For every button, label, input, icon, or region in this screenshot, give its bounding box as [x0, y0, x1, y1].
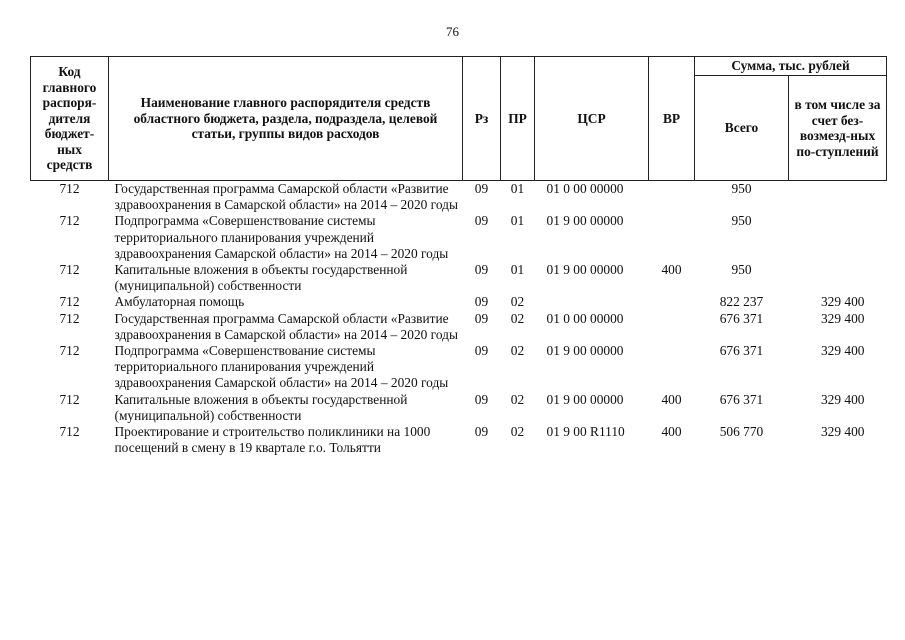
cell-name: Капитальные вложения в объекты государственной (муниципальной) собственности — [114, 391, 408, 423]
cell-total: 506 770 — [719, 424, 764, 440]
table-row — [31, 424, 887, 456]
cell-pr: 02 — [510, 294, 525, 310]
cell-name: Амбулаторная помощь — [114, 294, 245, 310]
table-header — [31, 57, 887, 181]
cell-rz: 09 — [474, 343, 489, 359]
cell-pr: 02 — [510, 343, 525, 359]
cell-vr — [649, 311, 695, 343]
cell-name: Государственная программа Самарской области «Развитие здравоохранения в Самарской области» на 2014 – 2020 годы — [114, 181, 458, 213]
cell-csr: 01 0 00 00000 — [546, 181, 624, 196]
cell-rz: 09 — [474, 391, 489, 407]
cell-pr: 01 — [510, 213, 525, 229]
cell-rz: 09 — [474, 294, 489, 310]
header-pr: ПР — [501, 57, 535, 181]
table-row — [31, 343, 887, 392]
cell-including-grants: 329 400 — [820, 310, 865, 326]
cell-pr: 01 — [510, 181, 525, 196]
header-csr: ЦСР — [535, 57, 649, 181]
cell-vr — [649, 343, 695, 392]
table-row — [31, 262, 887, 294]
table-row — [31, 181, 887, 214]
cell-rz: 09 — [474, 424, 489, 440]
table-row — [31, 311, 887, 343]
table-row — [31, 213, 887, 262]
cell-vr — [649, 213, 695, 262]
table-row — [31, 392, 887, 424]
cell-code: 712 — [59, 262, 80, 278]
cell-total: 822 237 — [719, 294, 764, 310]
cell-total: 676 371 — [719, 310, 764, 326]
cell-total: 676 371 — [719, 343, 764, 359]
cell-code: 712 — [59, 294, 80, 310]
cell-pr: 01 — [510, 262, 525, 278]
cell-csr: 01 9 00 R1110 — [546, 424, 625, 440]
cell-including-grants — [789, 262, 887, 294]
cell-vr: 400 — [661, 391, 682, 407]
cell-vr: 400 — [661, 424, 682, 440]
cell-vr — [649, 181, 695, 214]
cell-csr: 01 0 00 00000 — [546, 310, 624, 326]
header-code: Код главного распоря-дителя бюджет-ных средств — [31, 57, 109, 181]
cell-code: 712 — [59, 343, 80, 359]
header-total: Всего — [695, 76, 789, 181]
cell-name: Государственная программа Самарской области «Развитие здравоохранения в Самарской области» на 2014 – 2020 годы — [114, 310, 458, 342]
cell-name: Подпрограмма «Совершенствование системы территориального планирования учреждений здравоохранения Самарской области» на 2014 – 2020 годы — [114, 343, 449, 391]
cell-including-grants: 329 400 — [820, 343, 865, 359]
cell-name: Проектирование и строительство поликлиники на 1000 посещений в смену в 19 квартале г.о. Тольятти — [114, 424, 431, 456]
cell-including-grants: 329 400 — [820, 294, 865, 310]
cell-code: 712 — [59, 424, 80, 440]
cell-pr: 02 — [510, 391, 525, 407]
cell-code: 712 — [59, 213, 80, 229]
cell-vr: 400 — [661, 262, 682, 278]
page-number: 76 — [446, 24, 459, 39]
cell-vr — [649, 294, 695, 310]
cell-rz: 09 — [474, 310, 489, 326]
header-sum: Сумма, тыс. рублей — [695, 57, 887, 76]
cell-csr: 01 9 00 00000 — [546, 391, 624, 407]
cell-csr: 01 9 00 00000 — [546, 343, 624, 359]
budget-table — [30, 56, 887, 456]
cell-csr: 01 9 00 00000 — [546, 262, 624, 278]
cell-total: 676 371 — [719, 391, 764, 407]
cell-name: Подпрограмма «Совершенствование системы территориального планирования учреждений здравоохранения Самарской области» на 2014 – 2020 годы — [114, 213, 449, 261]
header-rz: Рз — [463, 57, 501, 181]
cell-name: Капитальные вложения в объекты государственной (муниципальной) собственности — [114, 262, 408, 294]
cell-total: 950 — [731, 262, 752, 278]
cell-pr: 02 — [510, 424, 525, 440]
cell-including-grants — [789, 213, 887, 262]
cell-csr: 01 9 00 00000 — [546, 213, 624, 229]
cell-code: 712 — [59, 181, 80, 196]
cell-including-grants: 329 400 — [820, 391, 865, 407]
table-body — [31, 181, 887, 457]
cell-code: 712 — [59, 391, 80, 407]
cell-total: 950 — [731, 213, 752, 229]
cell-including-grants — [789, 181, 887, 214]
cell-including-grants: 329 400 — [820, 424, 865, 440]
cell-pr: 02 — [510, 310, 525, 326]
cell-rz: 09 — [474, 262, 489, 278]
cell-total: 950 — [731, 181, 752, 196]
header-name: Наименование главного распорядителя средств областного бюджета, раздела, подраздела, целевой статьи, группы видов расходов — [109, 57, 463, 181]
header-including-grants: в том числе за счет без-возмезд-ных по-ступлений — [789, 76, 887, 181]
cell-code: 712 — [59, 310, 80, 326]
table-row — [31, 294, 887, 310]
cell-rz: 09 — [474, 181, 489, 196]
cell-csr — [535, 294, 649, 310]
cell-rz: 09 — [474, 213, 489, 229]
header-vr: ВР — [649, 57, 695, 181]
